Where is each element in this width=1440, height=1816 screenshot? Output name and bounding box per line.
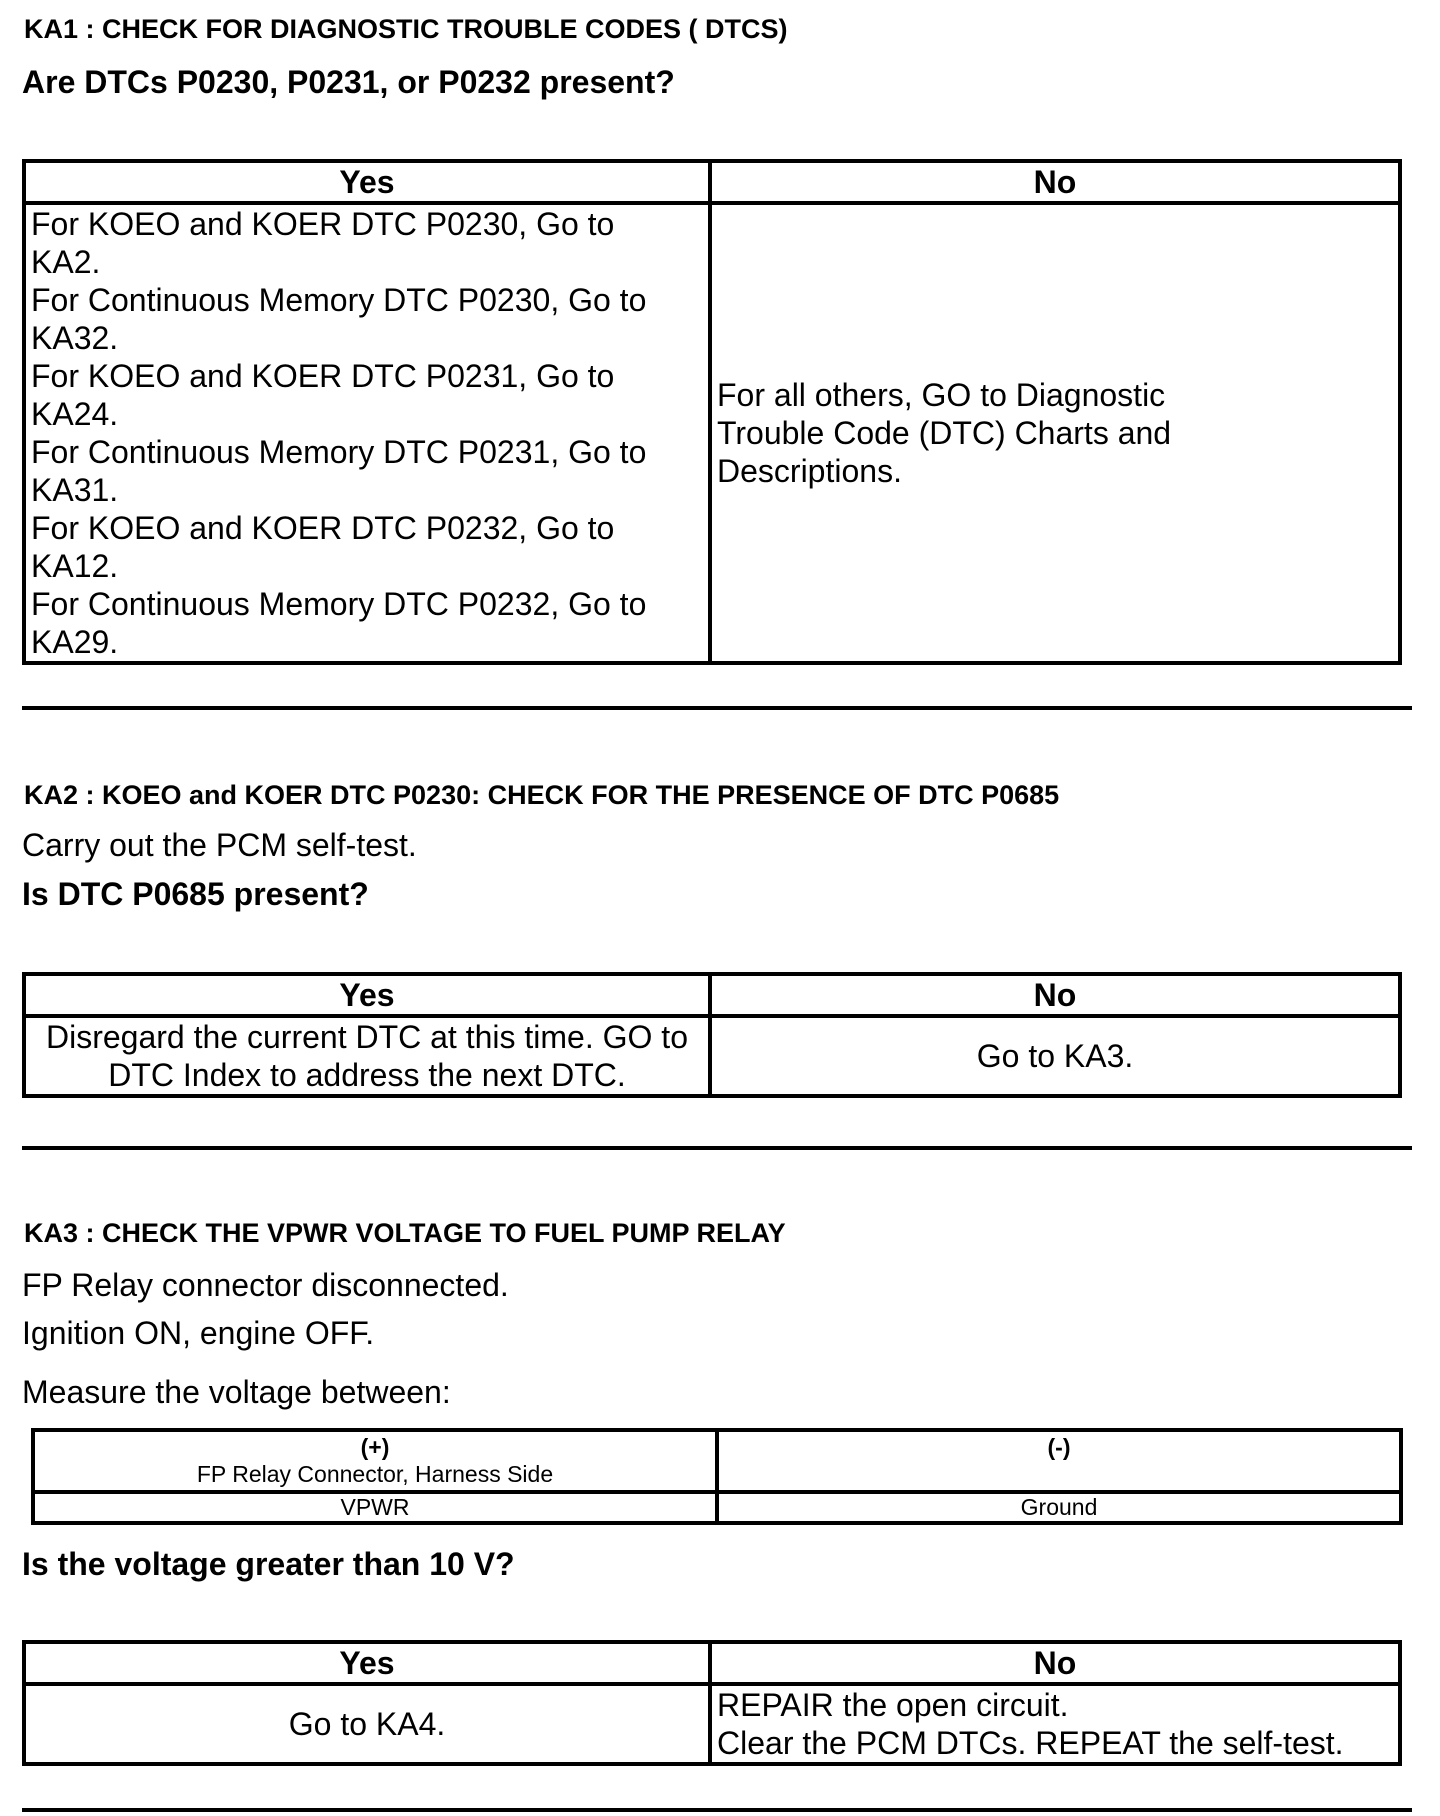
- ka3-decision-table: [22, 1640, 1402, 1766]
- ka1-yes-line: For Continuous Memory DTC P0231, Go to: [31, 434, 647, 470]
- ka1-yes-line: For Continuous Memory DTC P0230, Go to: [31, 282, 647, 318]
- ka1-yes-cell: [24, 203, 710, 663]
- ka3-yes-cell: Go to KA4.: [24, 1684, 710, 1764]
- ka1-yes-line: KA31.: [31, 472, 119, 508]
- negative-value: Ground: [717, 1492, 1401, 1523]
- ka1-yes-line: For KOEO and KOER DTC P0230, Go to: [31, 206, 615, 242]
- ka1-yes-line: KA12.: [31, 548, 119, 584]
- no-header: No: [710, 974, 1400, 1016]
- ka1-yes-line: KA32.: [31, 320, 119, 356]
- ka3-instruction: Measure the voltage between:: [22, 1374, 451, 1410]
- ka3-no-line: REPAIR the open circuit.: [717, 1687, 1069, 1723]
- ka1-yes-line: KA24.: [31, 396, 119, 432]
- ka3-no-line: Clear the PCM DTCs. REPEAT the self-test.: [717, 1725, 1344, 1761]
- ka2-instruction: Carry out the PCM self-test.: [22, 827, 417, 863]
- yes-header: Yes: [24, 1642, 710, 1684]
- negative-terminal-cell: [717, 1430, 1401, 1492]
- no-header: No: [710, 1642, 1400, 1684]
- ka1-decision-table: [22, 159, 1402, 665]
- ka1-no-line: For all others, GO to Diagnostic: [717, 377, 1166, 413]
- ka2-yes-cell: [24, 1016, 710, 1096]
- ka1-yes-line: For Continuous Memory DTC P0232, Go to: [31, 586, 647, 622]
- ka2-heading: KA2 : KOEO and KOER DTC P0230: CHECK FOR THE PRESENCE OF DTC P0685: [24, 780, 1060, 810]
- ka2-decision-table: [22, 972, 1402, 1098]
- ka3-heading: KA3 : CHECK THE VPWR VOLTAGE TO FUEL PUMP RELAY: [24, 1218, 786, 1248]
- yes-header: Yes: [24, 161, 710, 203]
- section-divider: [22, 706, 1412, 710]
- ka1-no-cell: [710, 203, 1400, 663]
- ka3-measure-table: [31, 1428, 1403, 1525]
- positive-label: (+): [360, 1434, 390, 1460]
- ka1-no-line: Trouble Code (DTC) Charts and: [717, 415, 1172, 451]
- ka1-yes-line: For KOEO and KOER DTC P0231, Go to: [31, 358, 615, 394]
- ka1-yes-line: For KOEO and KOER DTC P0232, Go to: [31, 510, 615, 546]
- ka1-question: Are DTCs P0230, P0231, or P0232 present?: [22, 64, 675, 100]
- positive-value: VPWR: [33, 1492, 717, 1523]
- ka3-question: Is the voltage greater than 10 V?: [22, 1546, 515, 1582]
- ka1-no-line: Descriptions.: [717, 453, 902, 489]
- ka1-yes-line: KA2.: [31, 244, 101, 280]
- ka2-yes-line: DTC Index to address the next DTC.: [108, 1057, 626, 1093]
- negative-label: (-): [1047, 1434, 1071, 1460]
- ka3-instruction: FP Relay connector disconnected.: [22, 1267, 509, 1303]
- ka2-yes-line: Disregard the current DTC at this time. GO to: [46, 1019, 688, 1055]
- no-header: No: [710, 161, 1400, 203]
- ka1-yes-line: KA29.: [31, 624, 119, 660]
- yes-header: Yes: [24, 974, 710, 1016]
- section-divider: [22, 1146, 1412, 1150]
- ka3-instruction: Ignition ON, engine OFF.: [22, 1315, 375, 1351]
- positive-terminal-cell: [33, 1430, 717, 1492]
- ka2-no-cell: Go to KA3.: [710, 1016, 1400, 1096]
- ka1-heading: KA1 : CHECK FOR DIAGNOSTIC TROUBLE CODES ( DTCS): [24, 14, 788, 44]
- section-divider: [22, 1808, 1412, 1812]
- ka2-question: Is DTC P0685 present?: [22, 876, 369, 912]
- ka3-no-cell: [710, 1684, 1400, 1764]
- positive-desc: FP Relay Connector, Harness Side: [196, 1461, 554, 1487]
